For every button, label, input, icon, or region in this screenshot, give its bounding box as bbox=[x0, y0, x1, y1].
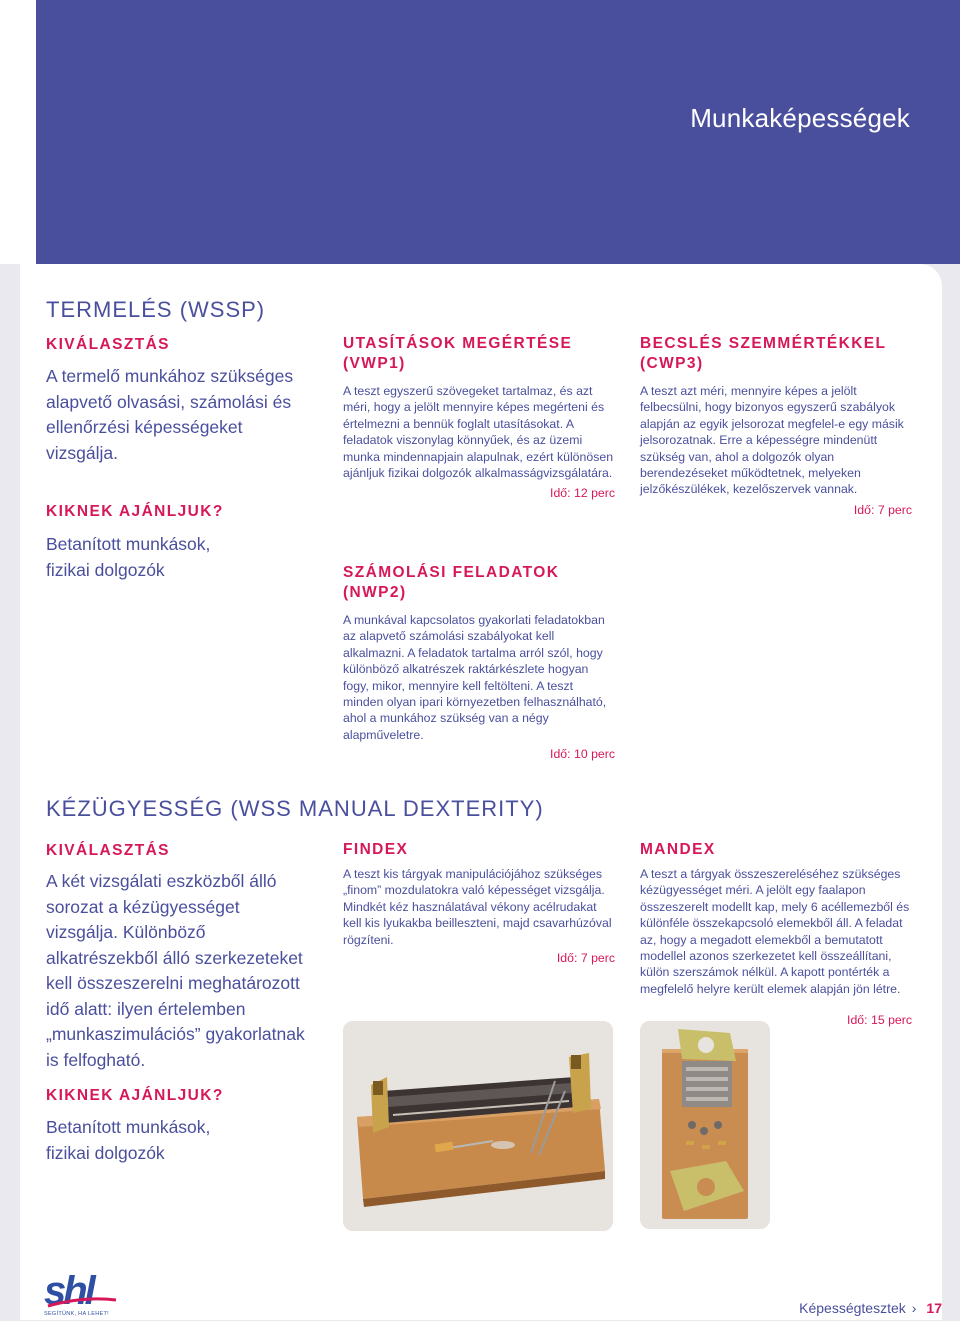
test-time: Idő: 7 perc bbox=[853, 502, 912, 517]
test-nwp2 bbox=[343, 563, 615, 761]
production-recommended-text: Betanított munkások, fizikai dolgozók bbox=[46, 534, 211, 580]
page-number: 17 bbox=[926, 1300, 942, 1316]
test-time: Idő: 12 perc bbox=[550, 486, 615, 501]
test-time: Idő: 10 perc bbox=[550, 747, 615, 762]
findex-device-illustration bbox=[343, 1021, 613, 1231]
dexterity-recommended-text: Betanított munkások, fizikai dolgozók bbox=[46, 1117, 211, 1163]
dexterity-recommended-label: KIKNEK AJÁNLJUK? bbox=[46, 1087, 224, 1104]
mandex-device-illustration bbox=[640, 1021, 770, 1229]
test-description: A teszt egyszerű szövegeket tartalmaz, és azt méri, hogy a jelölt mennyire képes megérteni és értelmezni a bennük foglalt utasításokat. A feladatok viszonylag könnyűek, és az üzemi munka mindennapjain alapulnak, ezért különösen ajánljuk fizikai dolgozók alkalmasságvizsgálatára. bbox=[343, 384, 614, 481]
test-vwp1 bbox=[343, 334, 615, 500]
test-cwp3 bbox=[640, 334, 912, 517]
findex-photo bbox=[343, 1021, 613, 1231]
test-description: A teszt kis tárgyak manipulációjához szükséges „finom” mozdulatokra való képességet vizsgálja. Mindkét kéz használatával vékony acélrudakat kell kis lyukakba beilleszteni, majd csavarhúzóval rögzíteni. bbox=[343, 867, 612, 947]
production-recommended-label: KIKNEK AJÁNLJUK? bbox=[46, 503, 224, 520]
footer-section-name: Képességtesztek bbox=[799, 1300, 906, 1316]
svg-text:shl: shl bbox=[44, 1270, 93, 1313]
production-section-title: TERMELÉS (WSSP) bbox=[46, 297, 266, 322]
dexterity-selection-label: KIVÁLASZTÁS bbox=[46, 842, 170, 859]
dexterity-section-title: KÉZÜGYESSÉG (WSS MANUAL DEXTERITY) bbox=[46, 796, 544, 821]
test-description: A teszt azt méri, mennyire képes a jelölt felbecsülni, hogy bizonyos egyszerű szabályok alapján az egyik jelsorozat megfelel-e egy másik jelsorozatnak. Erre a képességre mindenütt szükség van, ahol a dolgozók olyan berendezéseket működtetnek, melyeken jelzőkészülékek, kezelőszervek vannak. bbox=[640, 384, 904, 497]
page-title: Munkaképességek bbox=[690, 103, 910, 133]
chevron-right-icon: › bbox=[911, 1300, 917, 1316]
mandex-photo bbox=[640, 1021, 770, 1229]
test-heading: BECSLÉS SZEMMÉRTÉKKEL (CWP3) bbox=[640, 335, 887, 372]
test-heading: SZÁMOLÁSI FELADATOK (NWP2) bbox=[343, 564, 560, 601]
test-heading: FINDEX bbox=[343, 841, 409, 858]
test-description: A teszt a tárgyak összeszereléséhez szükséges kézügyességet méri. A jelölt egy faalapon összeszerelt modellt kap, mely 6 acéllemezből és különféle összekapcsoló elemekből áll. A feladat az, hogy a megadott elemekből a bemutatott modellel azonos szerkezetet kell összeállítani, külön szerszámok nélkül. A kapott pontérték a megfelelő helyre került elemek alapján jön létre. bbox=[640, 867, 910, 996]
test-heading: MANDEX bbox=[640, 841, 716, 858]
test-time: Idő: 7 perc bbox=[556, 951, 615, 966]
test-description: A munkával kapcsolatos gyakorlati feladatokban az alapvető számolási szabályokat kell alkalmazni. A feladatok tartalma arról szól, hogy különböző alkatrészek raktárkészlete hogyan fogy, mikor, mennyire kell feltölteni. A teszt minden olyan ipari környezetben felhasználható, ahol a munkához szükség van a négy alapműveletre. bbox=[343, 613, 607, 742]
dexterity-selection-text: A két vizsgálati eszközből álló sorozat a kézügyességet vizsgálja. Különböző alkatrészekből álló szerkezeteket kell összeszerelni meghatározott idő alatt: ilyen értelemben „munkaszimulációs” gyakorlatnak is felfogható. bbox=[46, 871, 305, 1070]
shl-logo bbox=[44, 1270, 120, 1321]
page-footer bbox=[799, 1300, 942, 1316]
production-selection-text: A termelő munkához szükséges alapvető olvasási, számolási és ellenőrzési képességeket vizsgálja. bbox=[46, 366, 294, 463]
test-mandex bbox=[640, 840, 912, 1027]
header-band bbox=[0, 0, 960, 264]
test-time: Idő: 15 perc bbox=[847, 1013, 912, 1028]
header-margin bbox=[0, 0, 36, 264]
svg-text:SEGÍTÜNK, HA LEHET!: SEGÍTÜNK, HA LEHET! bbox=[44, 1311, 109, 1316]
test-findex bbox=[343, 840, 615, 965]
production-selection-label: KIVÁLASZTÁS bbox=[46, 336, 170, 353]
shl-logo-mark bbox=[44, 1270, 120, 1316]
test-heading: UTASÍTÁSOK MEGÉRTÉSE (VWP1) bbox=[343, 335, 573, 372]
